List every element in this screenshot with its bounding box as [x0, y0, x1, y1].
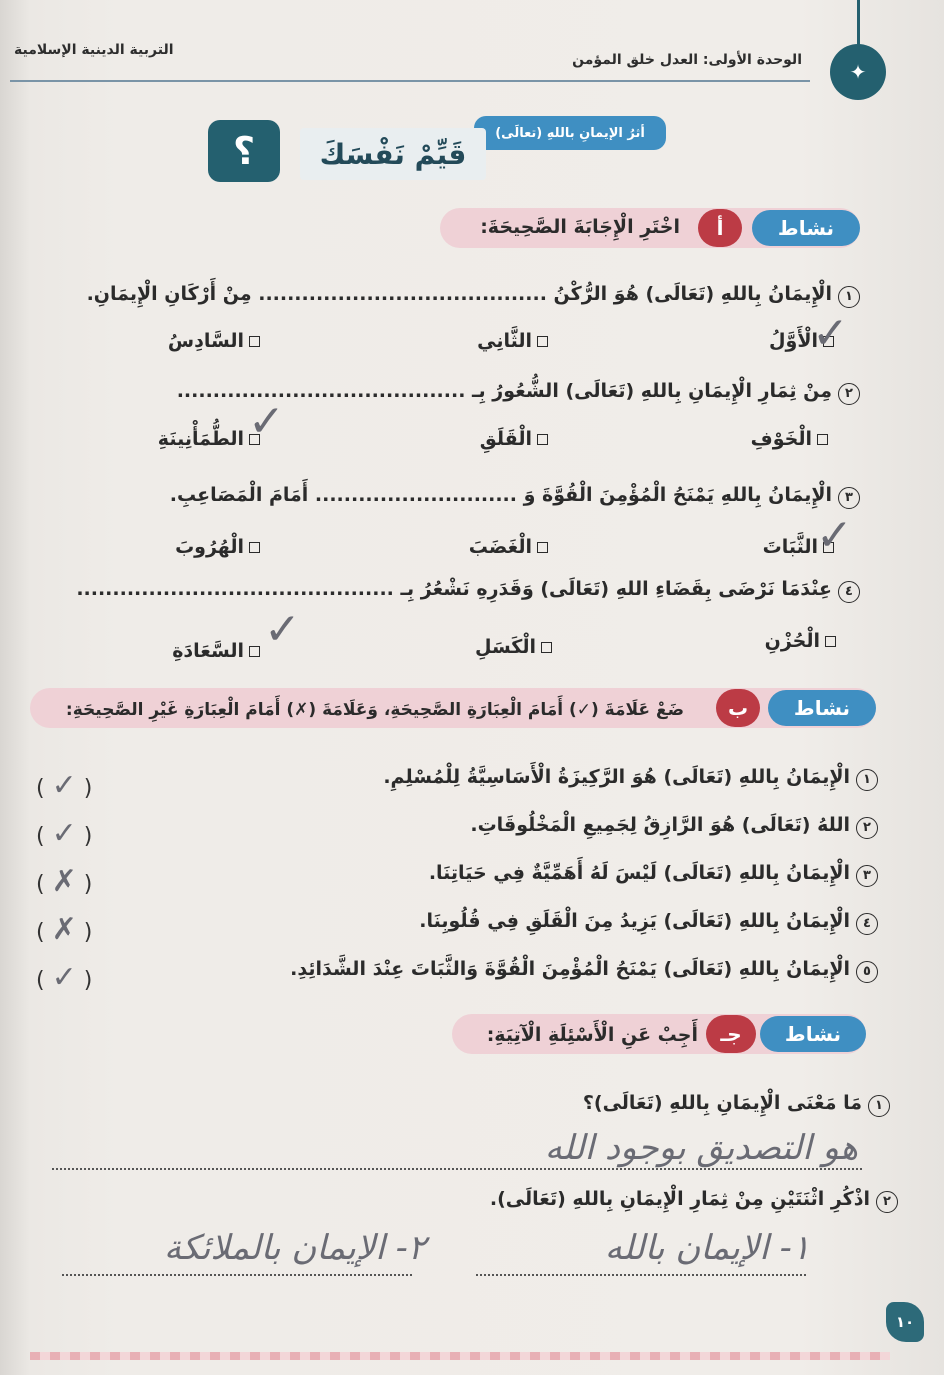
- checkbox-icon: [537, 336, 548, 347]
- activity-a-title: اخْتَرِ الْإِجَابَةَ الصَّحِيحَةَ:: [480, 216, 680, 238]
- mcq-1-option-2[interactable]: الثَّانِي: [477, 330, 548, 352]
- open-question-1: ١مَا مَعْنَى الْإِيمَانِ بِاللهِ (تَعَالَى)؟: [583, 1092, 890, 1117]
- statement-number: ٣: [856, 865, 878, 887]
- answer-line-2b[interactable]: [62, 1272, 412, 1276]
- activity-b-letter: ب: [716, 689, 760, 727]
- checkbox-icon: [537, 434, 548, 445]
- mcq-question-3: ٣الْإِيمَانُ بِاللهِ يَمْنَحُ الْمُؤْمِنَ الْقُوَّةَ وَ ............................ أَمَامَ الْمَصَاعِبِ.: [170, 484, 860, 509]
- mcq-1-option-3[interactable]: السَّادِسُ: [168, 330, 260, 352]
- handwritten-answer-2a: ١- الإيمان بالله: [604, 1228, 810, 1268]
- tf-statement-5: ٥الْإِيمَانُ بِاللهِ (تَعَالَى) يَمْنَحُ الْمُؤْمِنَ الْقُوَّةَ وَالثَّبَاتَ عِنْدَ الشَّدَائِدِ.: [290, 958, 878, 983]
- mcq-2-option-2[interactable]: الْقَلَقِ: [480, 428, 548, 450]
- tf-answer-3[interactable]: ( ✗ ): [36, 864, 93, 899]
- tf-statement-2: ٢اللهُ (تَعَالَى) هُوَ الرَّازِقُ لِجَمِيعِ الْمَخْلُوقَاتِ.: [470, 814, 878, 839]
- unit-title: الوحدة الأولى: العدل خلق المؤمن: [572, 52, 802, 68]
- mcq-1-option-1[interactable]: الْأَوَّلُ: [769, 330, 834, 352]
- handwritten-check-icon: ✓: [816, 510, 853, 561]
- handwritten-answer-2b: ٢- الإيمان بالملائكة: [163, 1228, 426, 1268]
- handwritten-check-icon: ✓: [248, 396, 285, 447]
- activity-c-letter: جـ: [706, 1015, 756, 1053]
- activity-c-tag: نشاط: [760, 1016, 866, 1052]
- tf-answer-4[interactable]: ( ✗ ): [36, 912, 93, 947]
- subject-title: التربية الدينية الإسلامية: [14, 42, 174, 58]
- mcq-2-option-1[interactable]: الْخَوْفِ: [751, 428, 828, 450]
- statement-number: ١: [856, 769, 878, 791]
- mcq-question-2: ٢مِنْ ثِمَارِ الْإِيمَانِ بِاللهِ (تَعَالَى) الشُّعُورُ بِـ ........................................: [177, 380, 860, 405]
- mcq-3-option-1[interactable]: الثَّبَاتَ: [763, 536, 834, 558]
- question-number: ٣: [838, 487, 860, 509]
- mcq-question-1: ١الْإِيمَانُ بِاللهِ (تَعَالَى) هُوَ الرُّكْنُ ........................................ مِنْ أَرْكَانِ الْإِيمَانِ.: [87, 283, 860, 308]
- lesson-topic-pill: أثرُ الإيمانِ باللهِ (تعالَى): [474, 116, 666, 150]
- statement-number: ٢: [856, 817, 878, 839]
- mcq-4-option-3[interactable]: السَّعَادَةِ: [172, 640, 260, 662]
- tf-statement-4: ٤الْإِيمَانُ بِاللهِ (تَعَالَى) يَزِيدُ مِنَ الْقَلَقِ فِي قُلُوبِنَا.: [419, 910, 878, 935]
- mcq-3-option-3[interactable]: الْهُرُوبَ: [175, 536, 260, 558]
- mcq-2-option-3[interactable]: الطُّمَأْنِينَةِ: [158, 428, 260, 450]
- question-number: ٢: [876, 1191, 898, 1213]
- handwritten-answer-1: هو التصديق بوجود الله: [544, 1128, 858, 1168]
- mcq-question-4: ٤عِنْدَمَا نَرْضَى بِقَضَاءِ اللهِ (تَعَالَى) وَقَدَرِهِ نَشْعُرُ بِـ ............................................: [76, 578, 860, 603]
- page-title: قَيِّمْ نَفْسَكَ: [300, 128, 486, 180]
- question-number: ٢: [838, 383, 860, 405]
- header-ornament-stem: [857, 0, 860, 46]
- checkbox-icon: [249, 646, 260, 657]
- checkbox-icon: [249, 336, 260, 347]
- checkbox-icon: [537, 542, 548, 553]
- handwritten-check-icon: ✓: [812, 308, 849, 359]
- activity-a-letter: أ: [698, 209, 742, 247]
- statement-number: ٤: [856, 913, 878, 935]
- answer-line-2a[interactable]: [476, 1272, 806, 1276]
- bottom-decorative-strip: [30, 1352, 890, 1360]
- mcq-4-option-1[interactable]: الْحُزْنِ: [765, 630, 836, 652]
- activity-c-title: أَجِبْ عَنِ الْأَسْئِلَةِ الْآتِيَةِ:: [486, 1024, 698, 1046]
- handwritten-check-icon: ✓: [264, 604, 301, 655]
- checkbox-icon: [825, 636, 836, 647]
- question-number: ٤: [838, 581, 860, 603]
- statement-number: ٥: [856, 961, 878, 983]
- question-number: ١: [838, 286, 860, 308]
- checkbox-icon: [817, 434, 828, 445]
- mcq-4-option-2[interactable]: الْكَسَلِ: [475, 636, 552, 658]
- tf-statement-1: ١الْإِيمَانُ بِاللهِ (تَعَالَى) هُوَ الرَّكِيزَةُ الْأَسَاسِيَّةُ لِلْمُسْلِمِ.: [383, 766, 878, 791]
- checkbox-icon: [249, 542, 260, 553]
- question-mark-icon: ؟: [208, 120, 280, 182]
- mcq-3-option-2[interactable]: الْغَضَبَ: [469, 536, 548, 558]
- tf-answer-2[interactable]: ( ✓ ): [36, 816, 93, 851]
- question-number: ١: [868, 1095, 890, 1117]
- unit-logo-icon: ✦: [830, 44, 886, 100]
- tf-statement-3: ٣الْإِيمَانُ بِاللهِ (تَعَالَى) لَيْسَ لَهُ أَهَمِّيَّةٌ فِي حَيَاتِنَا.: [429, 862, 878, 887]
- page-number: ١٠: [886, 1302, 924, 1342]
- tf-answer-1[interactable]: ( ✓ ): [36, 768, 93, 803]
- activity-b-tag: نشاط: [768, 690, 876, 726]
- open-question-2: ٢اذْكُرِ اثْنَتَيْنِ مِنْ ثِمَارِ الْإِيمَانِ بِاللهِ (تَعَالَى).: [490, 1188, 898, 1213]
- activity-a-tag: نشاط: [752, 210, 860, 246]
- activity-b-title: ضَعْ عَلَامَةَ (✓) أَمَامَ الْعِبَارَةِ الصَّحِيحَةِ، وَعَلَامَةَ (✗) أَمَامَ الْعِبَارَةِ غَيْرِ الصَّحِيحَةِ:: [65, 700, 684, 720]
- tf-answer-5[interactable]: ( ✓ ): [36, 960, 93, 995]
- header-divider: [10, 80, 810, 82]
- checkbox-icon: [541, 642, 552, 653]
